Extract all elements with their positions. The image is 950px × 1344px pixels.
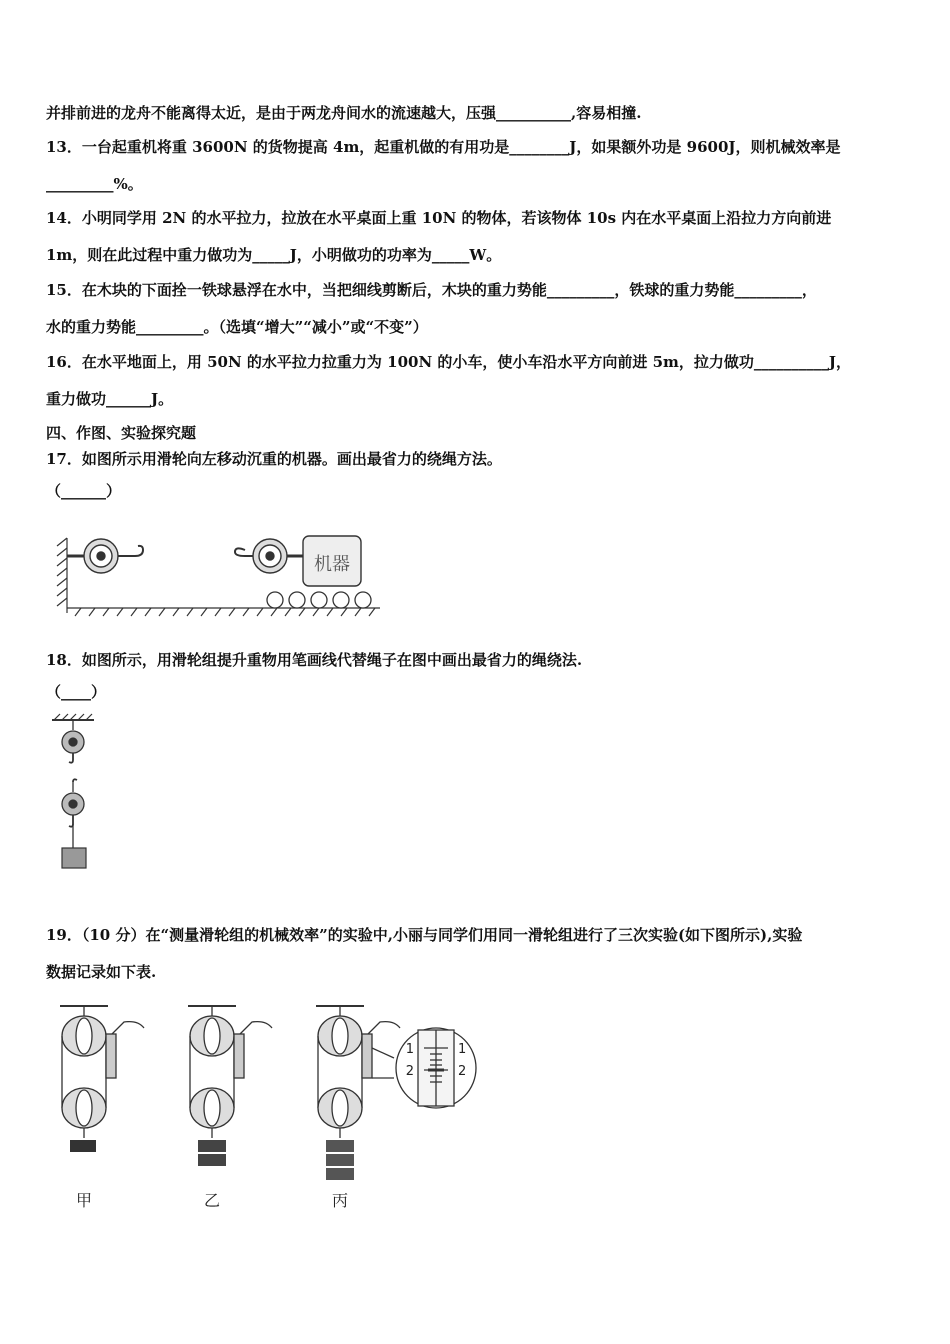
fixed-pulley-18 — [62, 720, 84, 763]
question-16-line2: 重力做功______J。 — [46, 390, 174, 408]
question-19-line2: 数据记录如下表. — [46, 963, 157, 981]
section-4-heading: 四、作图、实验探究题 — [46, 424, 197, 442]
setup-jia — [60, 1006, 144, 1138]
weight-bing-3 — [326, 1168, 354, 1180]
figure-17-pulley-machine — [55, 528, 385, 620]
question-16-line1: 16．在水平地面上，用 50N 的水平拉力拉重力为 100N 的小车，使小车沿水平方向前进 5m，拉力做功__________J， — [46, 353, 852, 371]
scale-tick-left-1: 1 — [405, 1042, 414, 1057]
question-12-continuation: 并排前进的龙舟不能离得太近，是由于两龙舟间水的流速越大，压强__________,容易相撞. — [46, 104, 642, 122]
question-13-line2: _________%。 — [46, 175, 143, 193]
question-17: 17．如图所示用滑轮向左移动沉重的机器。画出最省力的绕绳方法。 — [46, 450, 502, 468]
weight-18 — [62, 848, 86, 868]
question-18-answer-blank: （____） — [46, 683, 107, 701]
question-15-line1: 15．在木块的下面拴一铁球悬浮在水中，当把细线剪断后，木块的重力势能_________，铁球的重力势能_________， — [46, 281, 817, 299]
fixed-pulley — [67, 539, 143, 573]
figure-18-pulley-block — [48, 712, 108, 872]
ceiling — [52, 714, 94, 720]
ground — [67, 608, 380, 616]
weight-bing-1 — [326, 1140, 354, 1152]
question-17-answer-blank: （______） — [46, 482, 122, 500]
movable-pulley — [235, 539, 303, 573]
weight-bing-2 — [326, 1154, 354, 1166]
weight-yi-1 — [198, 1140, 226, 1152]
label-jia: 甲 — [75, 1191, 93, 1210]
question-18: 18．如图所示，用滑轮组提升重物用笔画线代替绳子在图中画出最省力的绳绕法. — [46, 651, 583, 669]
movable-pulley-18 — [62, 779, 84, 848]
scale-tick-left-2: 2 — [405, 1064, 414, 1079]
question-15-line2: 水的重力势能_________。（选填“增大”“减小”或“不变”） — [46, 318, 428, 336]
machine-label: 机器 — [314, 554, 350, 575]
label-yi: 乙 — [203, 1191, 221, 1210]
question-14-line2: 1m，则在此过程中重力做功为_____J，小明做功的功率为_____W。 — [46, 246, 502, 264]
label-bing: 丙 — [331, 1191, 349, 1210]
rollers — [267, 592, 371, 608]
scale-tick-right-2: 2 — [458, 1064, 467, 1079]
question-14-line1: 14．小明同学用 2N 的水平拉力，拉放在水平桌面上重 10N 的物体，若该物体 10s 内在水平桌面上沿拉力方向前进 — [46, 209, 832, 227]
setup-yi — [188, 1006, 272, 1138]
weight-yi-2 — [198, 1154, 226, 1166]
question-13-line1: 13．一台起重机将重 3600N 的货物提高 4m，起重机做的有用功是________J，如果额外功是 9600J，则机械效率是 — [46, 138, 841, 156]
scale-tick-right-1: 1 — [458, 1042, 467, 1057]
weight-jia — [70, 1140, 96, 1152]
wall — [57, 538, 67, 613]
setup-bing — [316, 1006, 400, 1138]
question-19-line1: 19．（10 分）在“测量滑轮组的机械效率”的实验中,小丽与同学们用同一滑轮组进行了三次实验(如下图所示),实验 — [46, 926, 803, 944]
figure-19-three-experiments — [48, 998, 488, 1213]
